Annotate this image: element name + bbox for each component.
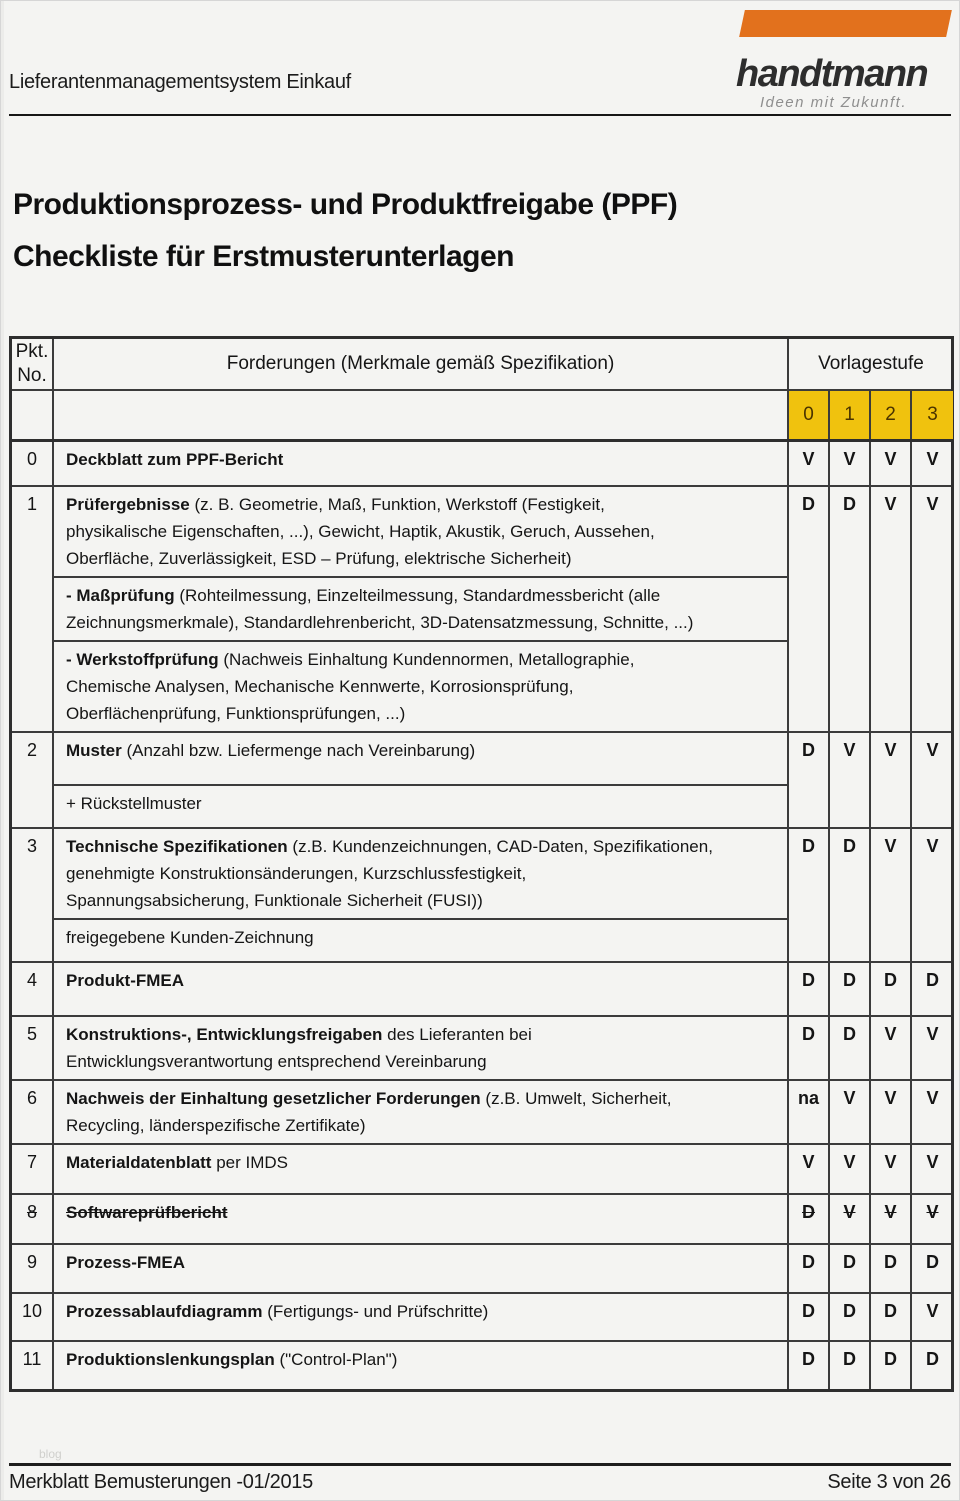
stage-value: D [789,829,830,961]
requirement-bold-text: Nachweis der Einhaltung gesetzlicher Forderungen [66,1089,481,1108]
requirement-bold-text: Produkt-FMEA [66,971,185,990]
requirement-cell [54,442,789,485]
stage-value: V [926,836,939,856]
row-number: 11 [12,1342,54,1389]
stage-value: V [926,1152,939,1172]
row-number: 1 [12,487,54,731]
requirement-text: Oberfläche, Zuverlässigkeit, ESD – Prüfung, elektrische Sicherheit) [66,549,572,568]
requirement-bold-text: Produktionslenkungsplan [66,1350,275,1369]
stage-value: D [871,1245,912,1292]
page-title-line2: Checkliste für Erstmusterunterlagen [13,240,514,273]
stage-3-header: 3 [912,391,953,439]
requirement-cell [54,963,789,1015]
stage-value: D [830,1294,871,1340]
requirement-text [66,1298,779,1325]
stage-value: D [871,1294,912,1340]
stage-value: D [789,487,830,731]
requirement-bold-text: Technische Spezifikationen [66,837,288,856]
requirement-text: Chemische Analysen, Mechanische Kennwerte, Korrosionsprüfung, [66,677,574,696]
row-number: 8 [12,1195,54,1243]
stage-value: V [926,1024,939,1044]
stage-value: D [926,1252,939,1272]
requirement-cell [54,733,789,827]
empty-cell [12,391,54,439]
requirement-text [66,1249,779,1276]
checklist-table [9,336,954,1392]
row-number: 5 [12,1017,54,1079]
footer-document-id: Merkblatt Bemusterungen -01/2015 [9,1471,313,1493]
stage-value: V [926,449,939,469]
logo-tagline: Ideen mit Zukunft. [759,94,907,111]
requirement-bold-text: Prozessablaufdiagramm [66,1302,263,1321]
requirement-bold-text: Muster [66,741,122,760]
stage-number-row [12,391,951,442]
requirement-bold-text: Softwareprüfbericht [66,1203,228,1222]
stage-value: V [926,1088,939,1108]
requirement-text: Recycling, länderspezifische Zertifikate) [66,1116,366,1135]
requirement-rest-text: des Lieferanten bei [382,1025,532,1044]
requirement-bold-text: Prozess-FMEA [66,1253,186,1272]
stage-value: V [830,1195,871,1243]
requirement-bold-text: Deckblatt zum PPF-Bericht [66,450,284,469]
stage-value: V [926,1202,939,1222]
row-number: 6 [12,1081,54,1143]
requirement-cell [54,1195,789,1243]
stage-value: V [830,1145,871,1193]
table-row [12,1081,951,1145]
row-number: 4 [12,963,54,1015]
requirement-bold-text: Konstruktions-, Entwicklungsfreigaben [66,1025,383,1044]
stage-1-header: 1 [830,391,871,439]
table-row [12,733,951,829]
stage-value: D [830,829,871,961]
requirement-rest-text: per IMDS [211,1153,289,1172]
requirement-text [66,446,779,473]
table-row [12,829,951,963]
stage-value: D [830,1017,871,1079]
handtmann-logo [736,10,949,111]
requirement-rest-text: (Anzahl bzw. Liefermenge nach Vereinbarung) [121,741,476,760]
requirement-text: Entwicklungsverantwortung entsprechend Vereinbarung [66,1052,487,1071]
stage-value: D [789,1294,830,1340]
row-number: 9 [12,1245,54,1292]
stage-value: D [926,1349,939,1369]
table-header-row [12,339,951,391]
stage-value: V [871,1195,912,1243]
requirement-cell [54,829,789,961]
stage-value: D [830,963,871,1015]
stage-value: V [789,1145,830,1193]
requirement-rest-text: ("Control-Plan") [274,1350,398,1369]
stage-value: V [926,1301,939,1321]
requirement-text: Zeichnungsmerkmale), Standardlehrenbericht, 3D-Datensatzmessung, Schnitte, ...) [66,613,694,632]
requirement-text: Spannungsabsicherung, Funktionale Sicherheit (FUSI)) [66,891,483,910]
table-row [12,1145,951,1195]
stage-value: V [789,442,830,485]
pkt-header-line2: No. [17,365,47,386]
requirement-text [66,833,779,860]
stage-value: D [789,963,830,1015]
table-row [12,963,951,1017]
requirement-rest-text: (Fertigungs- und Prüfschritte) [262,1302,489,1321]
stage-value: V [871,733,912,827]
requirement-text [66,1346,779,1373]
requirement-text: genehmigte Konstruktionsänderungen, Kurzschlussfestigkeit, [66,864,527,883]
pkt-header-line1: Pkt. [15,341,49,362]
stage-group-header: Vorlagestufe [818,353,924,374]
stage-value: V [871,1081,912,1143]
stage-2-header: 2 [871,391,912,439]
system-label: Lieferantenmanagementsystem Einkauf [9,71,351,93]
requirement-cell [54,1294,789,1340]
stage-value: V [830,1081,871,1143]
stage-value: V [830,733,871,827]
footer-page-number: Seite 3 von 26 [827,1471,951,1493]
page-title [13,179,677,283]
requirement-text: Oberflächenprüfung, Funktionsprüfungen, ...) [66,704,406,723]
requirement-bold-text: Materialdatenblatt [66,1153,212,1172]
stage-value: D [926,970,939,990]
stage-value: V [926,740,939,760]
requirement-text [66,737,779,764]
requirements-header: Forderungen (Merkmale gemäß Spezifikation) [54,339,789,389]
row-number: 3 [12,829,54,961]
table-row [12,1245,951,1294]
document-header [9,1,951,116]
requirement-cell [54,487,789,731]
requirement-cell [54,1245,789,1292]
requirement-text [66,582,779,609]
stage-value: V [871,829,912,961]
table-row [12,1017,951,1081]
requirement-text [66,491,779,518]
requirement-text [66,1199,779,1226]
page-title-line1: Produktionsprozess- und Produktfreigabe (PPF) [13,188,678,221]
stage-value: V [871,1017,912,1079]
table-row [12,1294,951,1342]
empty-cell [54,391,789,439]
requirement-bold-text: Prüfergebnisse [66,495,190,514]
stage-0-header: 0 [789,391,830,439]
stage-value: D [830,1342,871,1389]
stage-value: V [871,1145,912,1193]
requirement-text: freigegebene Kunden-Zeichnung [66,928,314,947]
document-footer [9,1463,951,1494]
table-row [12,487,951,733]
requirement-bold-text: - Maßprüfung [66,586,175,605]
row-number: 0 [12,442,54,485]
logo-accent-bar [739,10,952,37]
requirement-rest-text: (z.B. Umwelt, Sicherheit, [480,1089,672,1108]
row-number: 2 [12,733,54,827]
stage-value: D [789,1195,830,1243]
requirement-bold-text: - Werkstoffprüfung [66,650,219,669]
requirement-cell [54,1145,789,1193]
watermark-text: blog [39,1447,62,1461]
stage-value: D [789,1017,830,1079]
requirement-rest-text: (Nachweis Einhaltung Kundennormen, Metallographie, [218,650,635,669]
requirement-text [66,1149,779,1176]
requirement-rest-text: (z.B. Kundenzeichnungen, CAD-Daten, Spezifikationen, [287,837,713,856]
requirement-text [66,1085,779,1112]
stage-value: D [871,1342,912,1389]
stage-value: D [830,1245,871,1292]
requirement-cell [54,1342,789,1389]
requirement-text [66,1021,779,1048]
requirement-text [66,646,779,673]
requirement-cell [54,1081,789,1143]
stage-value: V [926,494,939,514]
stage-value: D [789,1245,830,1292]
requirement-rest-text: (Rohteilmessung, Einzelteilmessung, Standardmessbericht (alle [174,586,661,605]
stage-value: V [871,487,912,731]
requirement-rest-text: (z. B. Geometrie, Maß, Funktion, Werkstoff (Festigkeit, [189,495,605,514]
requirement-cell [54,1017,789,1079]
requirement-text [66,967,779,994]
stage-value: na [789,1081,830,1143]
stage-value: D [871,963,912,1015]
stage-value: D [789,733,830,827]
table-row [12,1342,951,1389]
stage-value: V [830,442,871,485]
row-number: 7 [12,1145,54,1193]
table-row [12,1195,951,1245]
stage-value: D [830,487,871,731]
requirement-text: physikalische Eigenschaften, ...), Gewicht, Haptik, Akustik, Geruch, Aussehen, [66,522,655,541]
pkt-no-header [12,339,54,389]
stage-value: V [871,442,912,485]
row-number: 10 [12,1294,54,1340]
requirement-text: + Rückstellmuster [66,794,202,813]
logo-brand-name: handtmann [736,53,928,95]
stage-value: D [789,1342,830,1389]
table-row [12,442,951,487]
